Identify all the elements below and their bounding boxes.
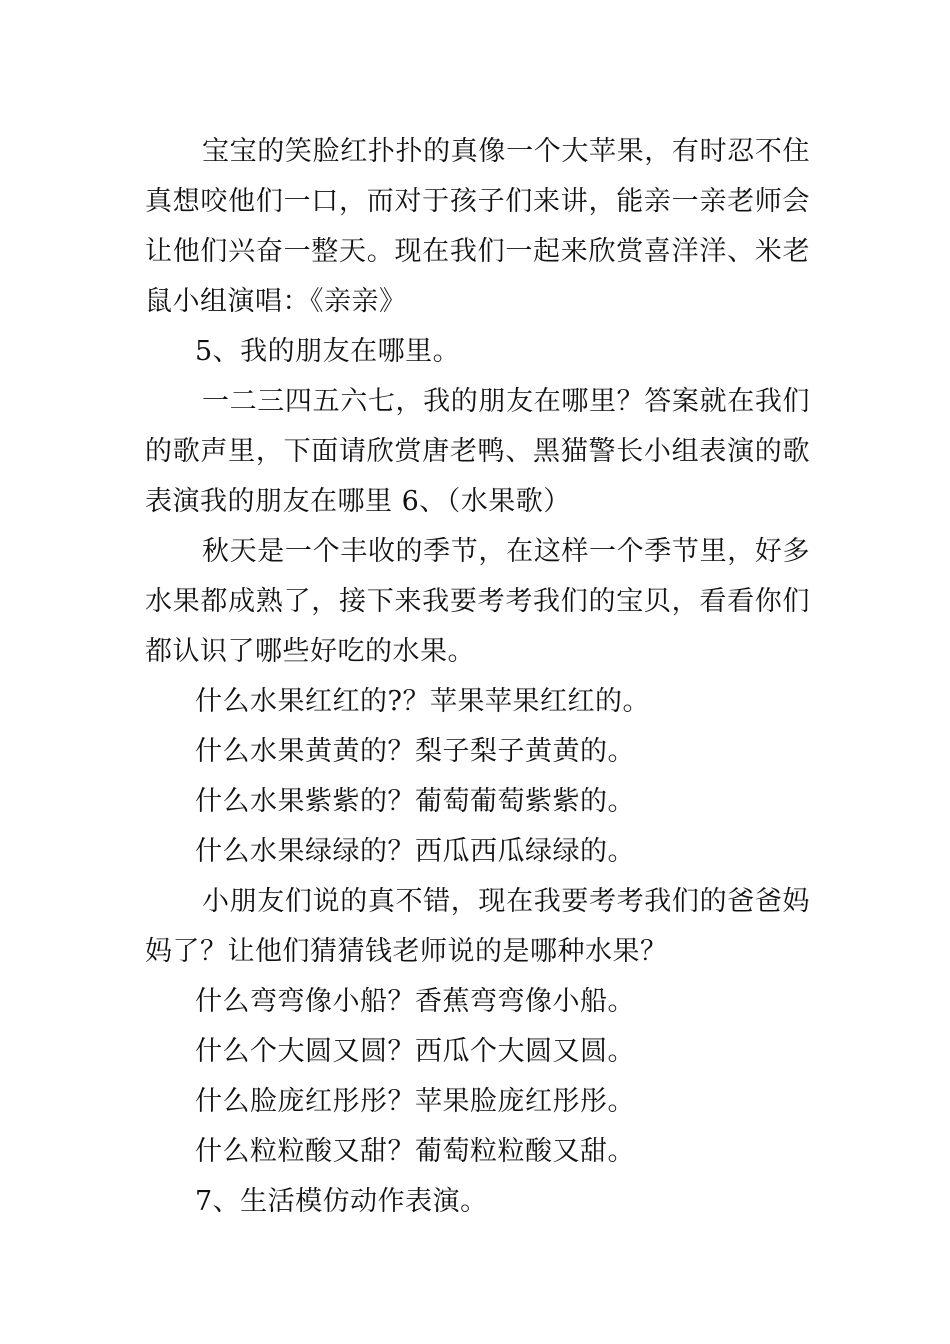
- paragraph-riddle-banana: 什么弯弯像小船？香蕉弯弯像小船。: [195, 986, 635, 1017]
- paragraph-item-7-heading: 7、生活模仿动作表演。: [195, 1186, 488, 1217]
- paragraph-fruit-green: 什么水果绿绿的？西瓜西瓜绿绿的。: [195, 836, 635, 867]
- paragraph-autumn-harvest: 秋天是一个丰收的季节，在这样一个季节里，好多水果都成熟了，接下来我要考考我们的宝贝，看看你们都认识了哪些好吃的水果。: [145, 536, 810, 667]
- paragraph-my-friend: 一二三四五六七，我的朋友在哪里？答案就在我们的歌声里，下面请欣赏唐老鸭、黑猫警长小组表演的歌表演我的朋友在哪里 6、（水果歌）: [145, 386, 810, 517]
- paragraph-riddle-watermelon: 什么个大圆又圆？西瓜个大圆又圆。: [195, 1036, 635, 1067]
- paragraph-baby-smile: 宝宝的笑脸红扑扑的真像一个大苹果，有时忍不住真想咬他们一口，而对于孩子们来讲，能亲一亲老师会让他们兴奋一整天。现在我们一起来欣赏喜洋洋、米老鼠小组演唱：《亲亲》: [145, 136, 810, 317]
- paragraph-fruit-red: 什么水果红红的?？苹果苹果红红的。: [195, 686, 650, 717]
- paragraph-fruit-purple: 什么水果紫紫的？葡萄葡萄紫紫的。: [195, 786, 635, 817]
- document-body: [145, 127, 810, 1227]
- paragraph-riddle-grape: 什么粒粒酸又甜？葡萄粒粒酸又甜。: [195, 1136, 635, 1167]
- paragraph-item-5-heading: 5、我的朋友在哪里。: [195, 336, 461, 367]
- paragraph-parents-quiz: 小朋友们说的真不错，现在我要考考我们的爸爸妈妈了？让他们猜猜钱老师说的是哪种水果？: [145, 886, 810, 967]
- paragraph-riddle-apple: 什么脸庞红彤彤？苹果脸庞红彤彤。: [195, 1086, 635, 1117]
- paragraph-fruit-yellow: 什么水果黄黄的？梨子梨子黄黄的。: [195, 736, 635, 767]
